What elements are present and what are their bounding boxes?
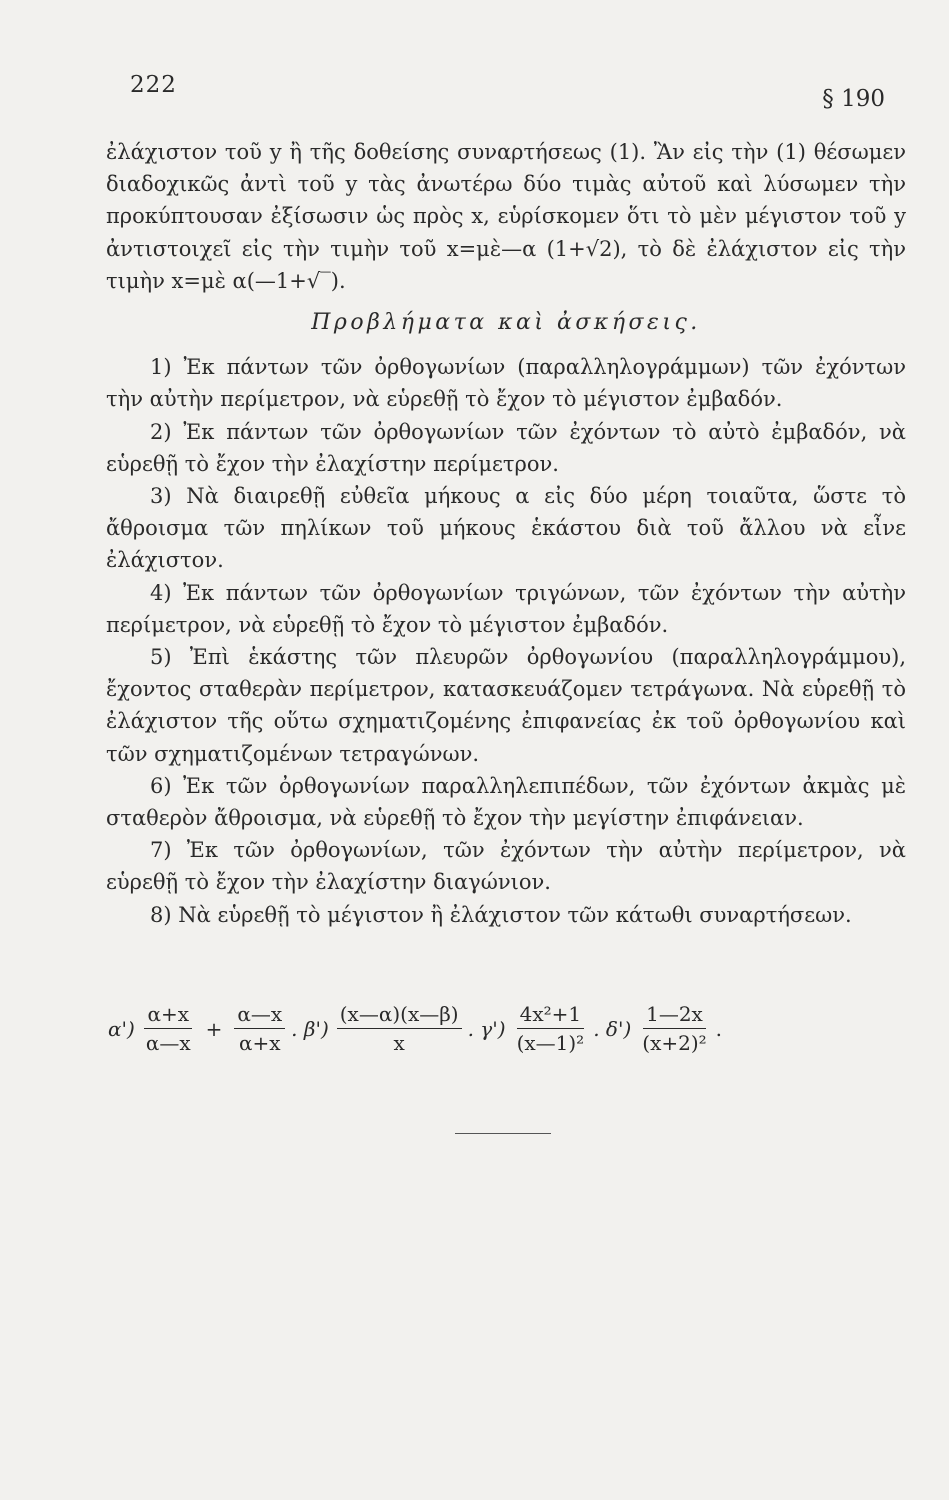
- fraction-b: [337, 1002, 462, 1055]
- fraction-a1: [143, 1002, 194, 1055]
- section-divider: [455, 1133, 551, 1134]
- problem-7: 7) Ἐκ τῶν ὀρθογωνίων, τῶν ἐχόντων τὴν αὐτὴν περίμετρον, νὰ εὑρεθῇ τὸ ἔχον τὴν ἐλαχίστην διαγώνιον.: [106, 838, 906, 895]
- formula-end: .: [715, 1016, 723, 1041]
- problem-6: 6) Ἐκ τῶν ὀρθογωνίων παραλληλεπιπέδων, τῶν ἐχόντων ἀκμὰς μὲ σταθερὸν ἄθροισμα, νὰ εὑρεθῇ τὸ ἔχον τὴν μεγίστην ἐπιφάνειαν.: [106, 773, 906, 831]
- fraction-numerator: α+x: [144, 1002, 192, 1029]
- label-b: . β'): [291, 1016, 329, 1041]
- fraction-numerator: 1—2x: [643, 1002, 706, 1029]
- problem-1: 1) Ἐκ πάντων τῶν ὀρθογωνίων (παραλληλογράμμων) τῶν ἐχόντων τὴν αὐτὴν περίμετρον, νὰ εὑρεθῇ τὸ ἔχον τὸ μέγιστον ἐμβαδόν.: [106, 355, 906, 412]
- fraction-denominator: (x+2)²: [642, 1031, 707, 1055]
- fraction-denominator: α—x: [145, 1031, 191, 1055]
- fraction-denominator: α+x: [239, 1031, 281, 1055]
- fraction-g: [514, 1002, 588, 1055]
- problem-8: 8) Νὰ εὑρεθῇ τὸ μέγιστον ἢ ἐλάχιστον τῶν κάτωθι συναρτήσεων.: [150, 902, 852, 927]
- problem-5: 5) Ἐπὶ ἑκάστης τῶν πλευρῶν ὀρθογωνίου (παραλληλογράμμου), ἔχοντος σταθερὰν περίμετρον, κατασκευάζομεν τετράγωνα. Νὰ εὑρεθῇ τὸ ἐλάχιστον τῆς οὕτω σχηματιζομένης ἐπιφανείας ἐκ τοῦ ὀρθογωνίου καὶ τῶν σχηματιζομένων τετραγώνων.: [106, 645, 906, 766]
- fraction-a2: [234, 1002, 285, 1055]
- label-a: α'): [108, 1016, 135, 1041]
- problem-3: 3) Νὰ διαιρεθῇ εὐθεῖα μήκους α εἰς δύο μέρη τοιαῦτα, ὥστε τὸ ἄθροισμα τῶν πηλίκων τοῦ μήκους ἑκάστου διὰ τοῦ ἄλλου νὰ εἶνε ἐλάχιστον.: [106, 484, 906, 573]
- fraction-d: [639, 1002, 709, 1055]
- section-number: § 190: [822, 86, 885, 112]
- fraction-numerator: (x—α)(x—β): [337, 1002, 462, 1029]
- functions-formula: [108, 1002, 908, 1055]
- fraction-denominator: x: [393, 1031, 405, 1055]
- fraction-numerator: α—x: [234, 1002, 285, 1029]
- label-g: . γ'): [467, 1016, 506, 1041]
- page-number: 222: [130, 72, 177, 98]
- fraction-denominator: (x—1)²: [516, 1031, 585, 1055]
- problem-4: 4) Ἐκ πάντων τῶν ὀρθογωνίων τριγώνων, τῶν ἐχόντων τὴν αὐτὴν περίμετρον, νὰ εὑρεθῇ τὸ ἔχον τὸ μέγιστον ἐμβαδόν.: [106, 580, 906, 637]
- label-d: . δ'): [593, 1016, 632, 1041]
- problem-2: 2) Ἐκ πάντων τῶν ὀρθογωνίων τῶν ἐχόντων τὸ αὐτὸ ἐμβαδόν, νὰ εὑρεθῇ τὸ ἔχον τὴν ἐλαχίστην περίμετρον.: [106, 419, 906, 476]
- section-heading: Προβλήματα καὶ ἀσκήσεις.: [311, 310, 701, 336]
- intro-paragraph: ἐλάχιστον τοῦ y ἢ τῆς δοθείσης συναρτήσεως (1). Ἂν εἰς τὴν (1) θέσωμεν διαδοχικῶς ἀντὶ τοῦ y τὰς ἀνωτέρω δύο τιμὰς αὐτοῦ καὶ λύσωμεν τὴν προκύπτουσαν ἐξίσωσιν ὡς πρὸς x, εὑρίσκομεν ὅτι τὸ μὲν μέγιστον τοῦ y ἀντιστοιχεῖ εἰς τὴν τιμὴν τοῦ x=μὲ—α (1+√2), τὸ δὲ ἐλάχιστον εἰς τὴν τιμὴν x=μὲ α(—1+√‾).: [106, 140, 906, 293]
- page-body: [106, 136, 906, 931]
- fraction-numerator: 4x²+1: [517, 1002, 585, 1029]
- plus-sign: +: [205, 1016, 223, 1041]
